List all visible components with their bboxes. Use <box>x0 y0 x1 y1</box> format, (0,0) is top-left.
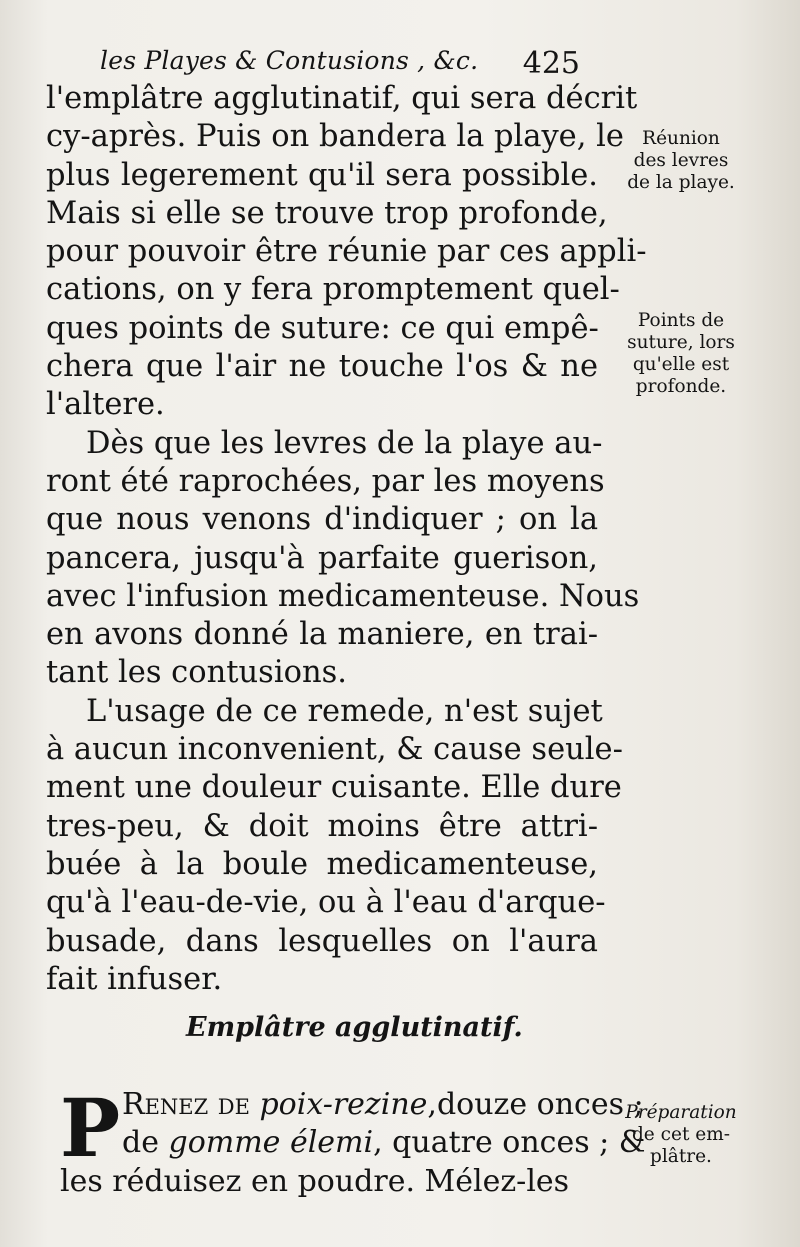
text-line: l'emplâtre agglutinatif, qui sera décrit <box>46 81 638 116</box>
text-line: pancera, jusqu'à parfaite guerison, <box>46 540 598 576</box>
text-line: tres-peu, & doit moins être attri- <box>46 808 598 844</box>
margin-note-points <box>606 310 756 398</box>
margin-note-reunion <box>606 128 756 194</box>
text-line: l'altere. <box>46 387 165 423</box>
text-line: en avons donné la maniere, en trai- <box>46 617 598 653</box>
ingredient-poix-rezine: poix-rezine <box>259 1087 428 1122</box>
text-line: cations, on y fera promptement quel- <box>46 272 620 308</box>
margin-note-line: Préparation <box>625 1102 737 1123</box>
margin-note-line: Réunion <box>642 128 720 149</box>
recipe-line-2-start: de <box>122 1125 169 1161</box>
recipe-paragraph <box>60 1081 646 1201</box>
margin-note-line: de la playe. <box>627 172 735 193</box>
margin-note-line: des levres <box>633 150 729 171</box>
text-line: qu'à l'eau-de-vie, ou à l'eau d'arque- <box>46 885 606 921</box>
text-line: avec l'infusion medicamenteuse. Nous <box>46 578 640 614</box>
paragraph-1 <box>46 80 647 425</box>
page-number: 425 <box>522 46 580 81</box>
margin-note-line: suture, lors <box>627 332 735 353</box>
text-line: à aucun inconvenient, & cause seule- <box>46 732 623 768</box>
text-line: ques points de suture: ce qui empê- <box>46 310 599 346</box>
margin-note-line: qu'elle est <box>632 354 730 375</box>
margin-note-line: profonde. <box>635 376 727 397</box>
recipe-line-1-end: ,douze onces ; <box>427 1087 644 1122</box>
text-line: buée à la boule medicamenteuse, <box>46 846 598 882</box>
text-line: Dès que les levres de la playe au- <box>86 425 603 461</box>
text-line: pour pouvoir être réunie par ces appli- <box>46 234 647 270</box>
text-line: cy-après. Puis on bandera la playe, le <box>46 119 624 155</box>
paragraph-2 <box>46 425 640 693</box>
text-line: ront été raprochées, par les moyens <box>46 463 605 499</box>
text-line: chera que l'air ne touche l'os & ne <box>46 349 598 385</box>
text-line: tant les contusions. <box>46 655 347 691</box>
ingredient-gomme-elemi: gomme élemi <box>168 1125 374 1161</box>
recipe-line-1-start: Renez de <box>122 1087 260 1122</box>
text-line: Mais si elle se trouve trop profonde, <box>46 195 608 231</box>
text-line: ment une douleur cuisante. Elle dure <box>46 770 622 806</box>
text-line: que nous venons d'indiquer ; on la <box>46 502 598 538</box>
margin-note-line: plâtre. <box>650 1146 712 1167</box>
running-title: les Playes & Contusions , &c. <box>100 46 479 75</box>
margin-note-line: de cet em- <box>631 1124 731 1145</box>
text-line: L'usage de ce remede, n'est sujet <box>86 693 603 729</box>
recipe-line-2-end: , quatre onces ; & <box>373 1125 646 1161</box>
text-line: busade, dans lesquelles on l'aura <box>46 923 598 959</box>
text-line: fait infuser. <box>46 961 223 997</box>
paragraph-3 <box>46 693 623 999</box>
margin-note-line: Points de <box>637 310 725 331</box>
drop-cap: P <box>60 1081 121 1175</box>
recipe-line-2 <box>60 1124 646 1162</box>
text-line: plus legerement qu'il sera possible. <box>46 157 598 193</box>
recipe-line-1 <box>60 1086 644 1124</box>
margin-note-preparation <box>606 1102 756 1168</box>
recipe-line-3: les réduisez en poudre. Mélez-les <box>60 1163 570 1199</box>
section-heading: Emplâtre agglutinatif. <box>186 1012 523 1043</box>
main-text <box>46 80 647 999</box>
